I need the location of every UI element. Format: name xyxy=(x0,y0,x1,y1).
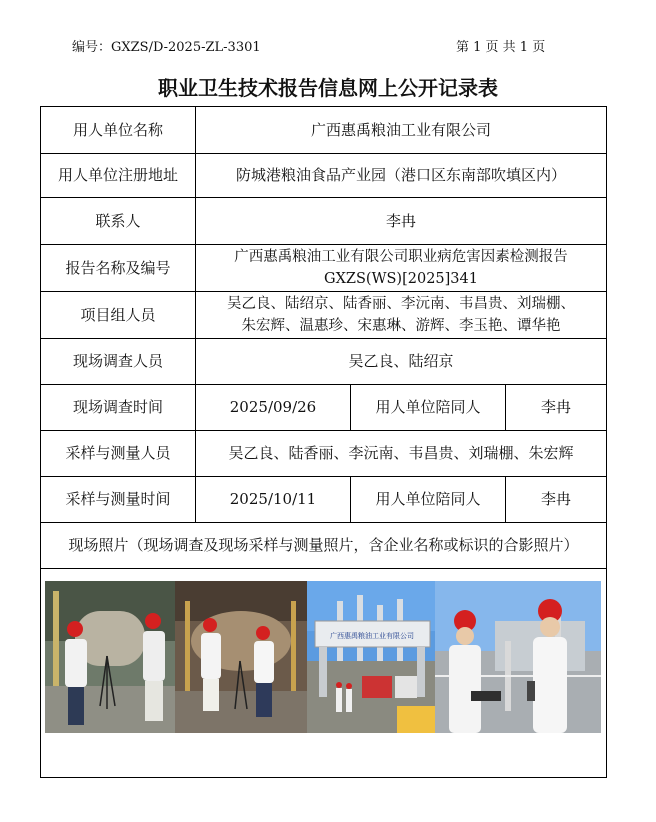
value-survey-staff: 吴乙良、陆绍京 xyxy=(196,339,607,385)
row-sampling-staff xyxy=(41,431,607,477)
value-contact: 李冉 xyxy=(196,198,607,245)
team-line-1: 吴乙良、陆绍京、陆香丽、李沅南、韦昌贵、刘瑞棚、 xyxy=(227,296,575,312)
team-line-2: 朱宏辉、温惠珍、宋惠琳、游辉、李玉艳、谭华艳 xyxy=(241,318,561,334)
row-sampling-time xyxy=(41,477,607,523)
row-photos-label xyxy=(41,523,607,569)
value-sampling-staff: 吴乙良、陆香丽、李沅南、韦昌贵、刘瑞棚、朱宏辉 xyxy=(196,431,607,477)
label-survey-escort: 用人单位陪同人 xyxy=(351,385,506,431)
label-survey-time: 现场调查时间 xyxy=(41,385,196,431)
row-report xyxy=(41,245,607,292)
value-report xyxy=(196,245,607,292)
gate-sign-text: 广西惠禹粮油工业有限公司 xyxy=(330,632,414,640)
value-sampling-escort: 李冉 xyxy=(506,477,607,523)
photo-outdoor-sampling xyxy=(435,581,601,733)
label-employer-name: 用人单位名称 xyxy=(41,107,196,154)
label-employer-address: 用人单位注册地址 xyxy=(41,154,196,198)
report-number: GXZS(WS)[2025]341 xyxy=(324,271,478,287)
photo-company-gate xyxy=(307,581,435,733)
row-employer-address xyxy=(41,154,607,198)
page-title: 职业卫生技术报告信息网上公开记录表 xyxy=(158,76,498,100)
row-contact xyxy=(41,198,607,245)
site-photos xyxy=(45,581,601,733)
row-employer-name xyxy=(41,107,607,154)
label-sampling-staff: 采样与测量人员 xyxy=(41,431,196,477)
label-photos: 现场照片（现场调查及现场采样与测量照片，含企业名称或标识的合影照片） xyxy=(41,523,607,569)
row-survey-time xyxy=(41,385,607,431)
label-survey-staff: 现场调查人员 xyxy=(41,339,196,385)
document-number: 编号：GXZS/D-2025-ZL-3301 xyxy=(72,40,261,55)
report-name: 广西惠禹粮油工业有限公司职业病危害因素检测报告 xyxy=(234,249,568,265)
record-table xyxy=(40,106,607,569)
row-team xyxy=(41,292,607,339)
label-sampling-time: 采样与测量时间 xyxy=(41,477,196,523)
label-sampling-escort: 用人单位陪同人 xyxy=(351,477,506,523)
value-survey-time: 2025/09/26 xyxy=(196,385,351,431)
value-team xyxy=(196,292,607,339)
value-employer-name: 广西惠禹粮油工业有限公司 xyxy=(196,107,607,154)
row-survey-staff xyxy=(41,339,607,385)
page-info: 第 1 页 共 1 页 xyxy=(456,40,546,55)
photo-indoor-measure xyxy=(175,581,307,733)
label-report: 报告名称及编号 xyxy=(41,245,196,292)
value-employer-address: 防城港粮油食品产业园（港口区东南部吹填区内） xyxy=(196,154,607,198)
label-team: 项目组人员 xyxy=(41,292,196,339)
label-contact: 联系人 xyxy=(41,198,196,245)
photo-indoor-survey xyxy=(45,581,175,733)
value-survey-escort: 李冉 xyxy=(506,385,607,431)
value-sampling-time: 2025/10/11 xyxy=(196,477,351,523)
